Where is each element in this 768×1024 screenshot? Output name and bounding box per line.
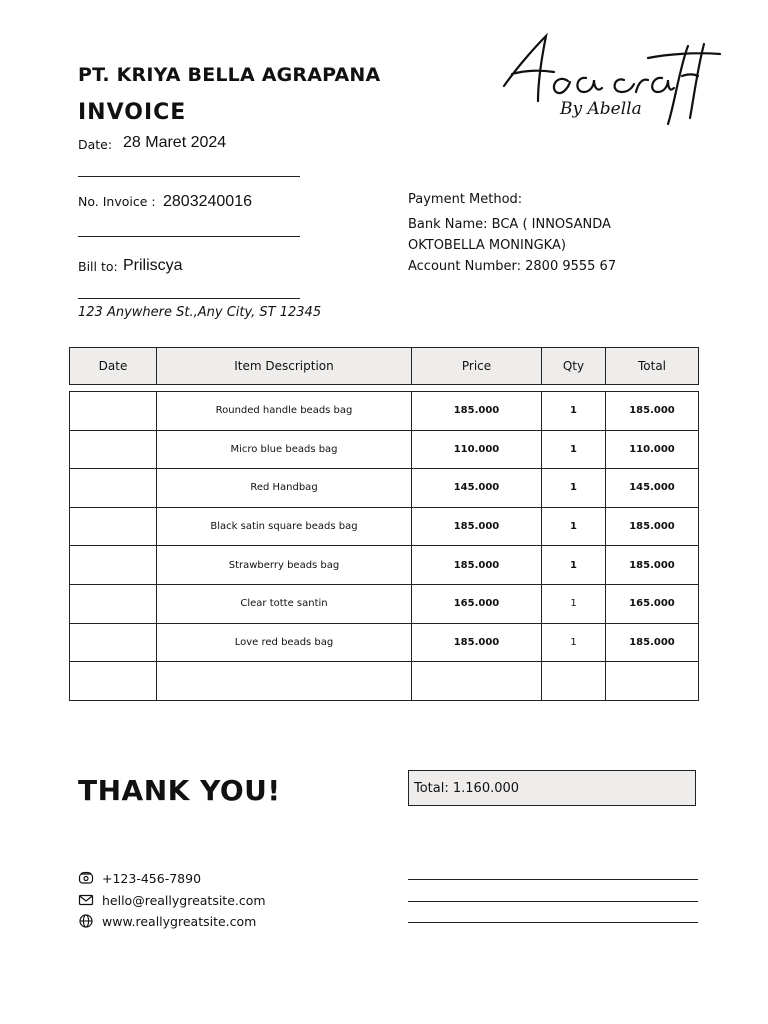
cell-price: 185.000: [412, 546, 542, 585]
cell-qty: 1: [542, 430, 606, 469]
invoice-number-label: No. Invoice :: [78, 194, 156, 209]
mail-icon: [78, 892, 94, 908]
table-row: [70, 546, 699, 585]
cell-date: [70, 507, 157, 546]
cell-total: 110.000: [606, 430, 699, 469]
cell-total: 165.000: [606, 584, 699, 623]
date-underline: [78, 176, 300, 177]
company-name: PT. KRIYA BELLA AGRAPANA: [78, 64, 381, 86]
cell-item: Strawberry beads bag: [157, 546, 412, 585]
signature-line: [408, 922, 698, 923]
cell-total: 185.000: [606, 507, 699, 546]
invoice-title: INVOICE: [78, 100, 187, 125]
cell-item: Clear totte santin: [157, 584, 412, 623]
table-row: [70, 392, 699, 431]
cell-qty: 1: [542, 584, 606, 623]
items-table-header: [69, 347, 699, 385]
cell-price: 145.000: [412, 469, 542, 508]
invoice-underline: [78, 236, 300, 237]
website-text: www.reallygreatsite.com: [102, 913, 257, 929]
cell-total: [606, 662, 699, 701]
cell-item: Rounded handle beads bag: [157, 392, 412, 431]
cell-price: 110.000: [412, 430, 542, 469]
header-item-description: Item Description: [157, 348, 412, 385]
bill-underline: [78, 298, 300, 299]
table-row: [70, 507, 699, 546]
cell-item: Micro blue beads bag: [157, 430, 412, 469]
svg-text:By Abella: By Abella: [560, 99, 642, 119]
cell-item: Red Handbag: [157, 469, 412, 508]
bill-to-label: Bill to:: [78, 259, 118, 274]
table-row: [70, 623, 699, 662]
cell-total: 185.000: [606, 546, 699, 585]
cell-date: [70, 662, 157, 701]
cell-price: 185.000: [412, 623, 542, 662]
phone-text: +123-456-7890: [102, 870, 202, 886]
cell-total: 185.000: [606, 623, 699, 662]
bill-to-value: Priliscya: [123, 257, 183, 274]
cell-total: 145.000: [606, 469, 699, 508]
cell-date: [70, 469, 157, 508]
account-number: Account Number: 2800 9555 67: [408, 259, 617, 274]
bank-name-line2: OKTOBELLA MONINGKA): [408, 238, 566, 253]
cell-qty: 1: [542, 469, 606, 508]
email-text: hello@reallygreatsite.com: [102, 892, 266, 908]
header-total: Total: [606, 348, 699, 385]
cell-price: [412, 662, 542, 701]
cell-date: [70, 623, 157, 662]
cell-price: 165.000: [412, 584, 542, 623]
cell-qty: 1: [542, 623, 606, 662]
signature-line: [408, 879, 698, 880]
cell-date: [70, 546, 157, 585]
total-box: Total: 1.160.000: [408, 770, 696, 806]
brand-logo: [498, 26, 728, 136]
cell-qty: 1: [542, 392, 606, 431]
date-label: Date:: [78, 137, 113, 152]
invoice-number-value: 2803240016: [163, 193, 252, 210]
payment-method-title: Payment Method:: [408, 192, 523, 207]
cell-qty: 1: [542, 507, 606, 546]
table-row: [70, 662, 699, 701]
date-value: 28 Maret 2024: [123, 134, 227, 151]
signature-line: [408, 901, 698, 902]
cell-qty: [542, 662, 606, 701]
cell-qty: 1: [542, 546, 606, 585]
cell-item: [157, 662, 412, 701]
cell-price: 185.000: [412, 392, 542, 431]
contact-website: [78, 913, 256, 929]
cell-total: 185.000: [606, 392, 699, 431]
cell-item: Love red beads bag: [157, 623, 412, 662]
phone-icon: [78, 870, 94, 886]
globe-icon: [78, 913, 94, 929]
thank-you-heading: THANK YOU!: [78, 774, 281, 807]
cell-date: [70, 392, 157, 431]
header-qty: Qty: [542, 348, 606, 385]
address: 123 Anywhere St.,Any City, ST 12345: [78, 305, 322, 320]
bank-name-line1: Bank Name: BCA ( INNOSANDA: [408, 217, 611, 232]
table-row: [70, 584, 699, 623]
cell-date: [70, 430, 157, 469]
cell-price: 185.000: [412, 507, 542, 546]
contact-email: [78, 892, 266, 908]
cell-date: [70, 584, 157, 623]
table-row: [70, 469, 699, 508]
table-row: [70, 430, 699, 469]
items-table: [69, 391, 699, 701]
header-date: Date: [70, 348, 157, 385]
contact-phone: [78, 870, 201, 886]
header-price: Price: [412, 348, 542, 385]
cell-item: Black satin square beads bag: [157, 507, 412, 546]
